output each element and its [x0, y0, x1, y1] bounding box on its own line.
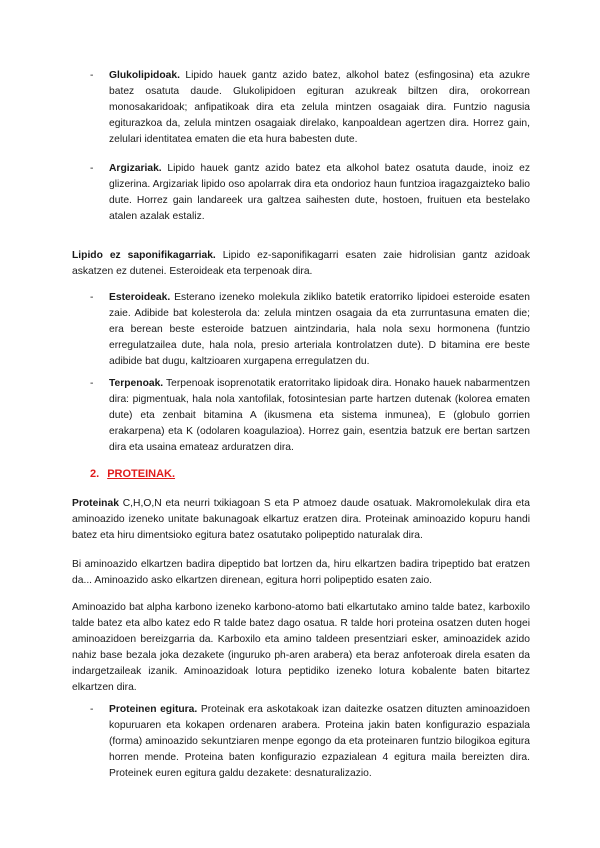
paragraph-dipeptido: Bi aminoazido elkartzen badira dipeptido bat lortzen da, hiru elkartzen badira tripeptido bat eratzen da... Aminoazido asko elkartzen direnean, egitura horri polipeptido esaten zaio. [72, 559, 530, 586]
item-body [109, 702, 530, 782]
text-lipido-ez-sap: Lipido ez-saponifikagarri esaten zaie hidrolisian gantz azidoak askatzen ez dutenei. Esteroideak eta terpenoak dira. [72, 250, 530, 277]
bullet-dash: - [90, 163, 94, 174]
list-item-esteroideak [90, 290, 530, 370]
paragraph-lipido-ez-saponifikagarriak [72, 248, 530, 280]
term-esteroideak: Esteroideak. [109, 292, 171, 303]
item-body [109, 161, 530, 225]
section-title: PROTEINAK. [107, 468, 176, 480]
term-glukolipidoak: Glukolipidoak. [109, 70, 180, 81]
item-body [109, 376, 530, 456]
text-esteroideak: Esterano izeneko molekula zikliko batetik eratorriko lipidoei esteroide esaten zaie. Adibide bat kolesterola da: zelula mintzen osagaia da eta zurruntasuna ematen die; era berean beste esteroide batzuen aintzindaria, hala nola sexu hormonena (funtzio erregulatzailea dute, hala nola, presio arteriala kontrolatzen dute). D bitamina ere beste adibide bat dugu, kaltzioaren xurgapena erregulatzen du. [109, 292, 530, 367]
bullet-dash: - [90, 70, 94, 81]
term-argizariak: Argizariak. [109, 163, 162, 174]
term-proteinak: Proteinak [72, 498, 119, 509]
term-terpenoak: Terpenoak. [109, 378, 164, 389]
item-body [109, 68, 530, 148]
bullet-dash: - [90, 378, 94, 389]
text-proteinak-intro: C,H,O,N eta neurri txikiagoan S eta P atmoez daude osatuak. Makromolekulak dira eta aminoazido izeneko unitate bakunagoak elkartuz eratzen dira. Proteinak aminoazido kopuru handi batez eta hiru dimentsioko egitura batez osatutako polipeptido naturalak dira. [72, 498, 530, 541]
term-proteinen-egitura: Proteinen egitura. [109, 704, 198, 715]
list-item-terpenoak [90, 376, 530, 456]
section-heading-proteinak [90, 466, 175, 482]
term-lipido-ez-sap: Lipido ez saponifikagarriak. [72, 250, 216, 261]
paragraph-proteinak-intro [72, 496, 530, 544]
bullet-dash: - [90, 292, 94, 303]
section-number: 2. [90, 468, 100, 480]
list-item-proteinen-egitura [90, 702, 530, 782]
list-item-glukolipidoak [90, 68, 530, 148]
paragraph-aminoazido: Aminoazido bat alpha karbono izeneko karbono-atomo bati elkartutako amino talde batez, karboxilo talde batez eta albo katez edo R talde batez dago osatua. R talde hori proteina osatzen duten hogei aminoazidoen bereizgarria da. Karboxilo eta amino taldeen presentziari esker, aminoazidek azido nahiz base bezala joka dezakete (inguruko ph-aren arabera) eta beraz anfoterоak direla esaten da indargetzaileak izanik. Aminoazidoak lotura peptidiko izeneko lotura kobalente baten bitartez elkartzen dira. [72, 602, 530, 693]
list-item-argizariak [90, 161, 530, 225]
bullet-dash: - [90, 704, 94, 715]
text-argizariak: Lipido hauek gantz azido batez eta alkohol batez osatuta daude, inoiz ez glizerina. Argizariak lipido oso apolarrak dira eta ondorioz haun funtzioa iragazgaizteko balio dute. Horrez gain landareek ura galtzea saihesten dute, hostoen, fruituen eta bestelako atalen azalak estaliz. [109, 163, 530, 222]
text-terpenoak: Terpenoak isoprenotatik eratorritako lipidoak dira. Honako hauek nabarmentzen dira: pigmentuak, hala nola xantofilak, fotosintesian parte hartzen dutenak (kolorea ematen dute) eta zenbait bitamina A (ikusmena eta sistema inmunea), E (globulo gorrien erakarpena) eta K (odolaren koagulazioa). Horrez gain, esentzia batzuk ere bertan sartzen dira eta usaina emateaz arduratzen dira. [109, 378, 530, 453]
item-body [109, 290, 530, 370]
text-glukolipidoak: Lipido hauek gantz azido batez, alkohol batez (esfingosina) eta azukre batez osatuta daude. Glukolipidoen egituran azukreak biltzen dira, orokorrean monosakaridoak; anfipatikoak dira eta zelula mintzen osagaiak dira. Funtzio nagusia egiturazkoa da, zelula mintzen osagaiak direlako, kanpoaldean agertzen dira. Horrez gain, zelulari identitatea ematen die eta hura babesten dute. [109, 70, 530, 145]
text-proteinen-egitura: Proteinak era askotakoak izan daitezke osatzen dituzten aminoazidoen kopuruaren eta kokapen ordenaren arabera. Proteina jakin baten konfigurazio espaziala (forma) aminoazido sekuntziaren menpe egongo da eta proteinaren funtzio bilogikoa egitura horren mende. Proteina baten konfigurazio ezpazialean 4 egitura maila bereizten dira. Proteinek euren egitura galdu dezakete: desnaturalizazio. [109, 704, 530, 779]
